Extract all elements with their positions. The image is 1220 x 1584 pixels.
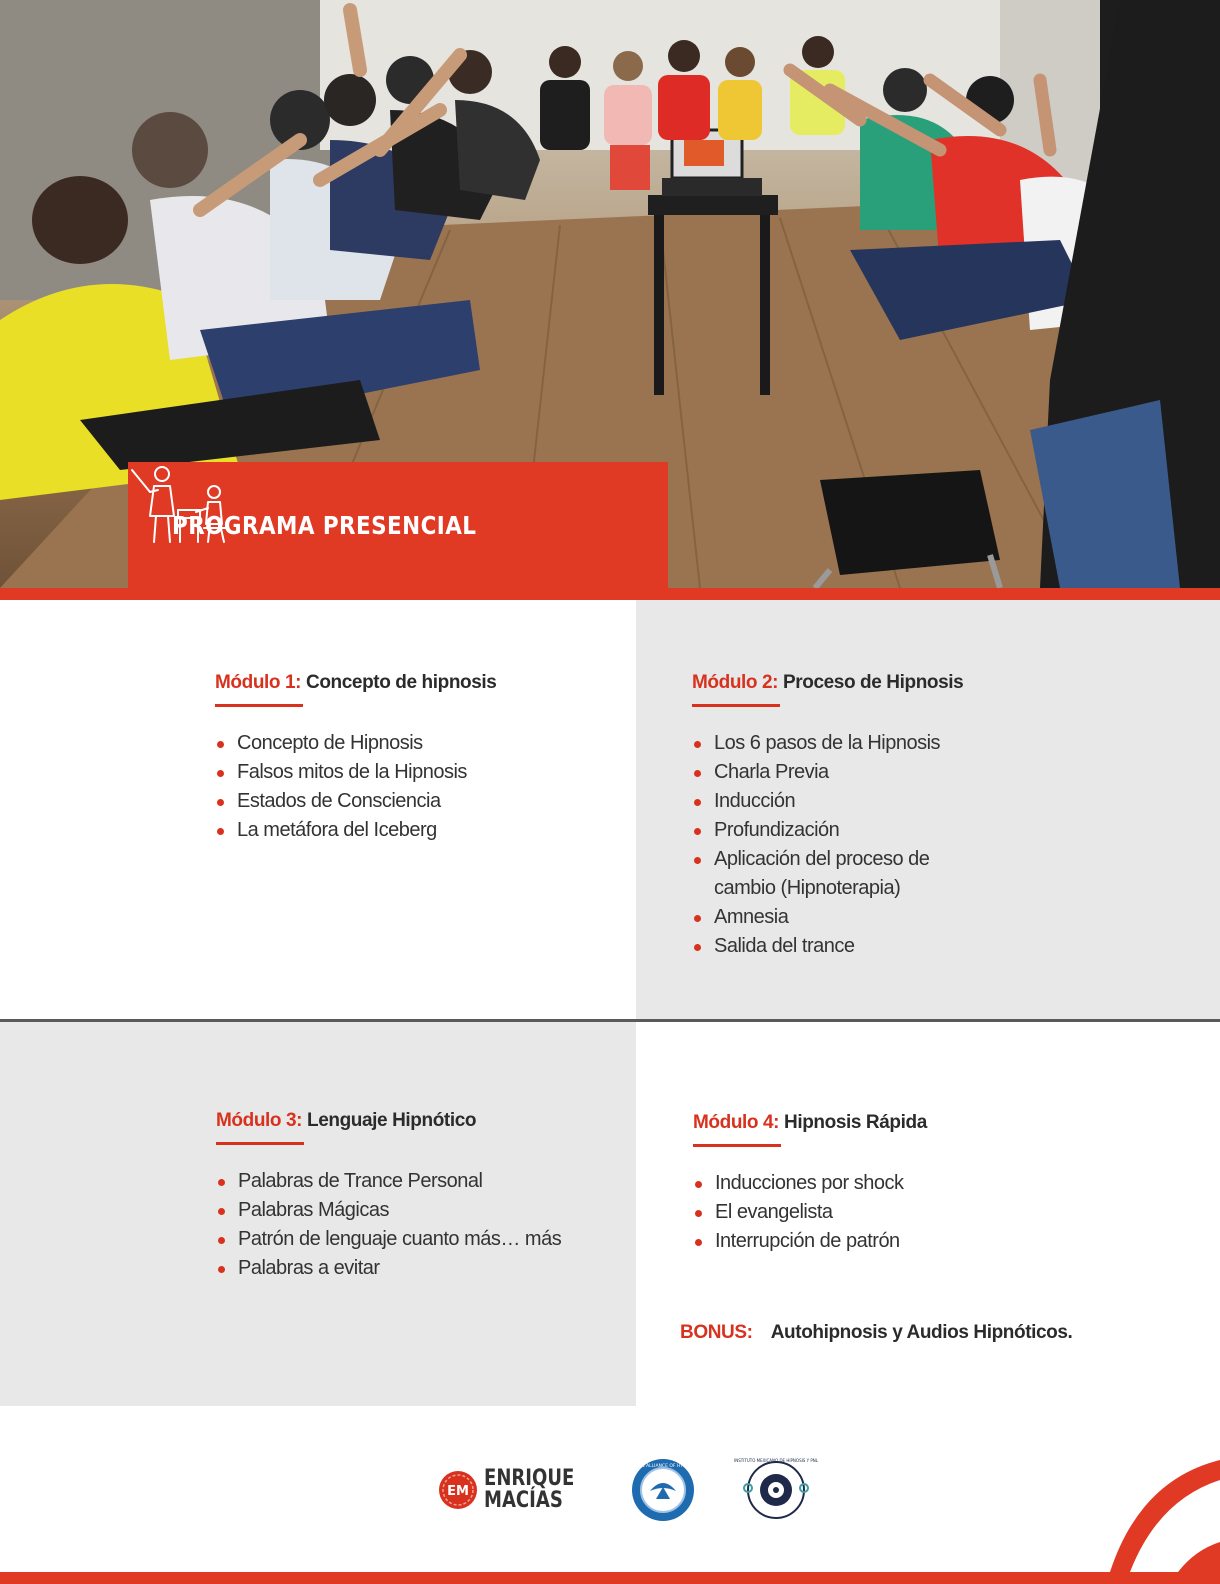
module-title: Hipnosis Rápida: [784, 1112, 927, 1133]
module-label: Módulo 4:: [693, 1112, 780, 1133]
list-item: Inducciones por shock: [693, 1169, 1193, 1198]
list-item: Charla Previa: [692, 758, 962, 787]
module-2: [692, 672, 1192, 961]
module-heading: [215, 672, 615, 694]
decorative-corner-arc: [1100, 1450, 1220, 1572]
brand-name-line2: MACÍAS: [484, 1488, 563, 1513]
list-item: Amnesia: [692, 903, 962, 932]
bonus-label: BONUS:: [680, 1322, 753, 1343]
module-topic-list: [692, 729, 962, 961]
module-title: Lenguaje Hipnótico: [307, 1110, 477, 1131]
list-item: Interrupción de patrón: [693, 1227, 1193, 1256]
instituto-mexicano-seal-icon: [734, 1454, 819, 1526]
list-item: Profundización: [692, 816, 962, 845]
seal-2-text: INSTITUTO MEXICANO DE HIPNOSIS Y PNL: [734, 1458, 819, 1463]
list-item: Estados de Consciencia: [215, 787, 615, 816]
list-item: Salida del trance: [692, 932, 962, 961]
module-title: Concepto de hipnosis: [306, 672, 497, 693]
heading-underline: [215, 704, 303, 707]
brand-name: [484, 1468, 574, 1512]
heading-underline: [692, 704, 780, 707]
module-1: [215, 672, 615, 845]
enrique-macias-logo: [438, 1468, 594, 1512]
accent-band-top: [0, 588, 1220, 600]
bonus-line: [680, 1322, 1072, 1344]
list-item: Patrón de lenguaje cuanto más… más: [216, 1225, 616, 1254]
module-title: Proceso de Hipnosis: [783, 672, 964, 693]
em-badge-icon: [438, 1470, 478, 1510]
module-topic-list: [693, 1169, 1193, 1256]
list-item: Concepto de Hipnosis: [215, 729, 615, 758]
module-label: Módulo 1:: [215, 672, 302, 693]
program-title: PROGRAMA PRESENCIAL: [172, 510, 477, 540]
module-label: Módulo 2:: [692, 672, 779, 693]
brand-name-line1: ENRIQUE: [484, 1466, 575, 1491]
list-item: Palabras a evitar: [216, 1254, 616, 1283]
module-topic-list: [216, 1167, 616, 1283]
list-item: El evangelista: [693, 1198, 1193, 1227]
module-4: [693, 1112, 1193, 1256]
hero-photo: [0, 0, 1220, 588]
module-topic-list: [215, 729, 615, 845]
program-banner: [128, 462, 668, 588]
bonus-text: Autohipnosis y Audios Hipnóticos.: [770, 1322, 1073, 1343]
accent-band-bottom: [0, 1572, 1220, 1584]
list-item: La metáfora del Iceberg: [215, 816, 615, 845]
module-heading: [692, 672, 1192, 694]
heading-underline: [216, 1142, 304, 1145]
heading-underline: [693, 1144, 781, 1147]
list-item: Palabras Mágicas: [216, 1196, 616, 1225]
module-heading: [216, 1110, 616, 1132]
list-item: Aplicación del proceso de cambio (Hipnoterapia): [692, 845, 962, 903]
em-initials: EM: [447, 1484, 469, 1499]
american-alliance-seal-icon: [620, 1457, 706, 1523]
list-item: Palabras de Trance Personal: [216, 1167, 616, 1196]
module-label: Módulo 3:: [216, 1110, 303, 1131]
footer-logos: [438, 1450, 819, 1530]
list-item: Falsos mitos de la Hipnosis: [215, 758, 615, 787]
module-3: [216, 1110, 616, 1283]
seal-1-text: AMERICAN ALLIANCE OF HYPNOTISTS: [620, 1464, 706, 1469]
list-item: Inducción: [692, 787, 962, 816]
section-divider: [0, 1019, 1220, 1022]
module-heading: [693, 1112, 1193, 1134]
list-item: Los 6 pasos de la Hipnosis: [692, 729, 962, 758]
